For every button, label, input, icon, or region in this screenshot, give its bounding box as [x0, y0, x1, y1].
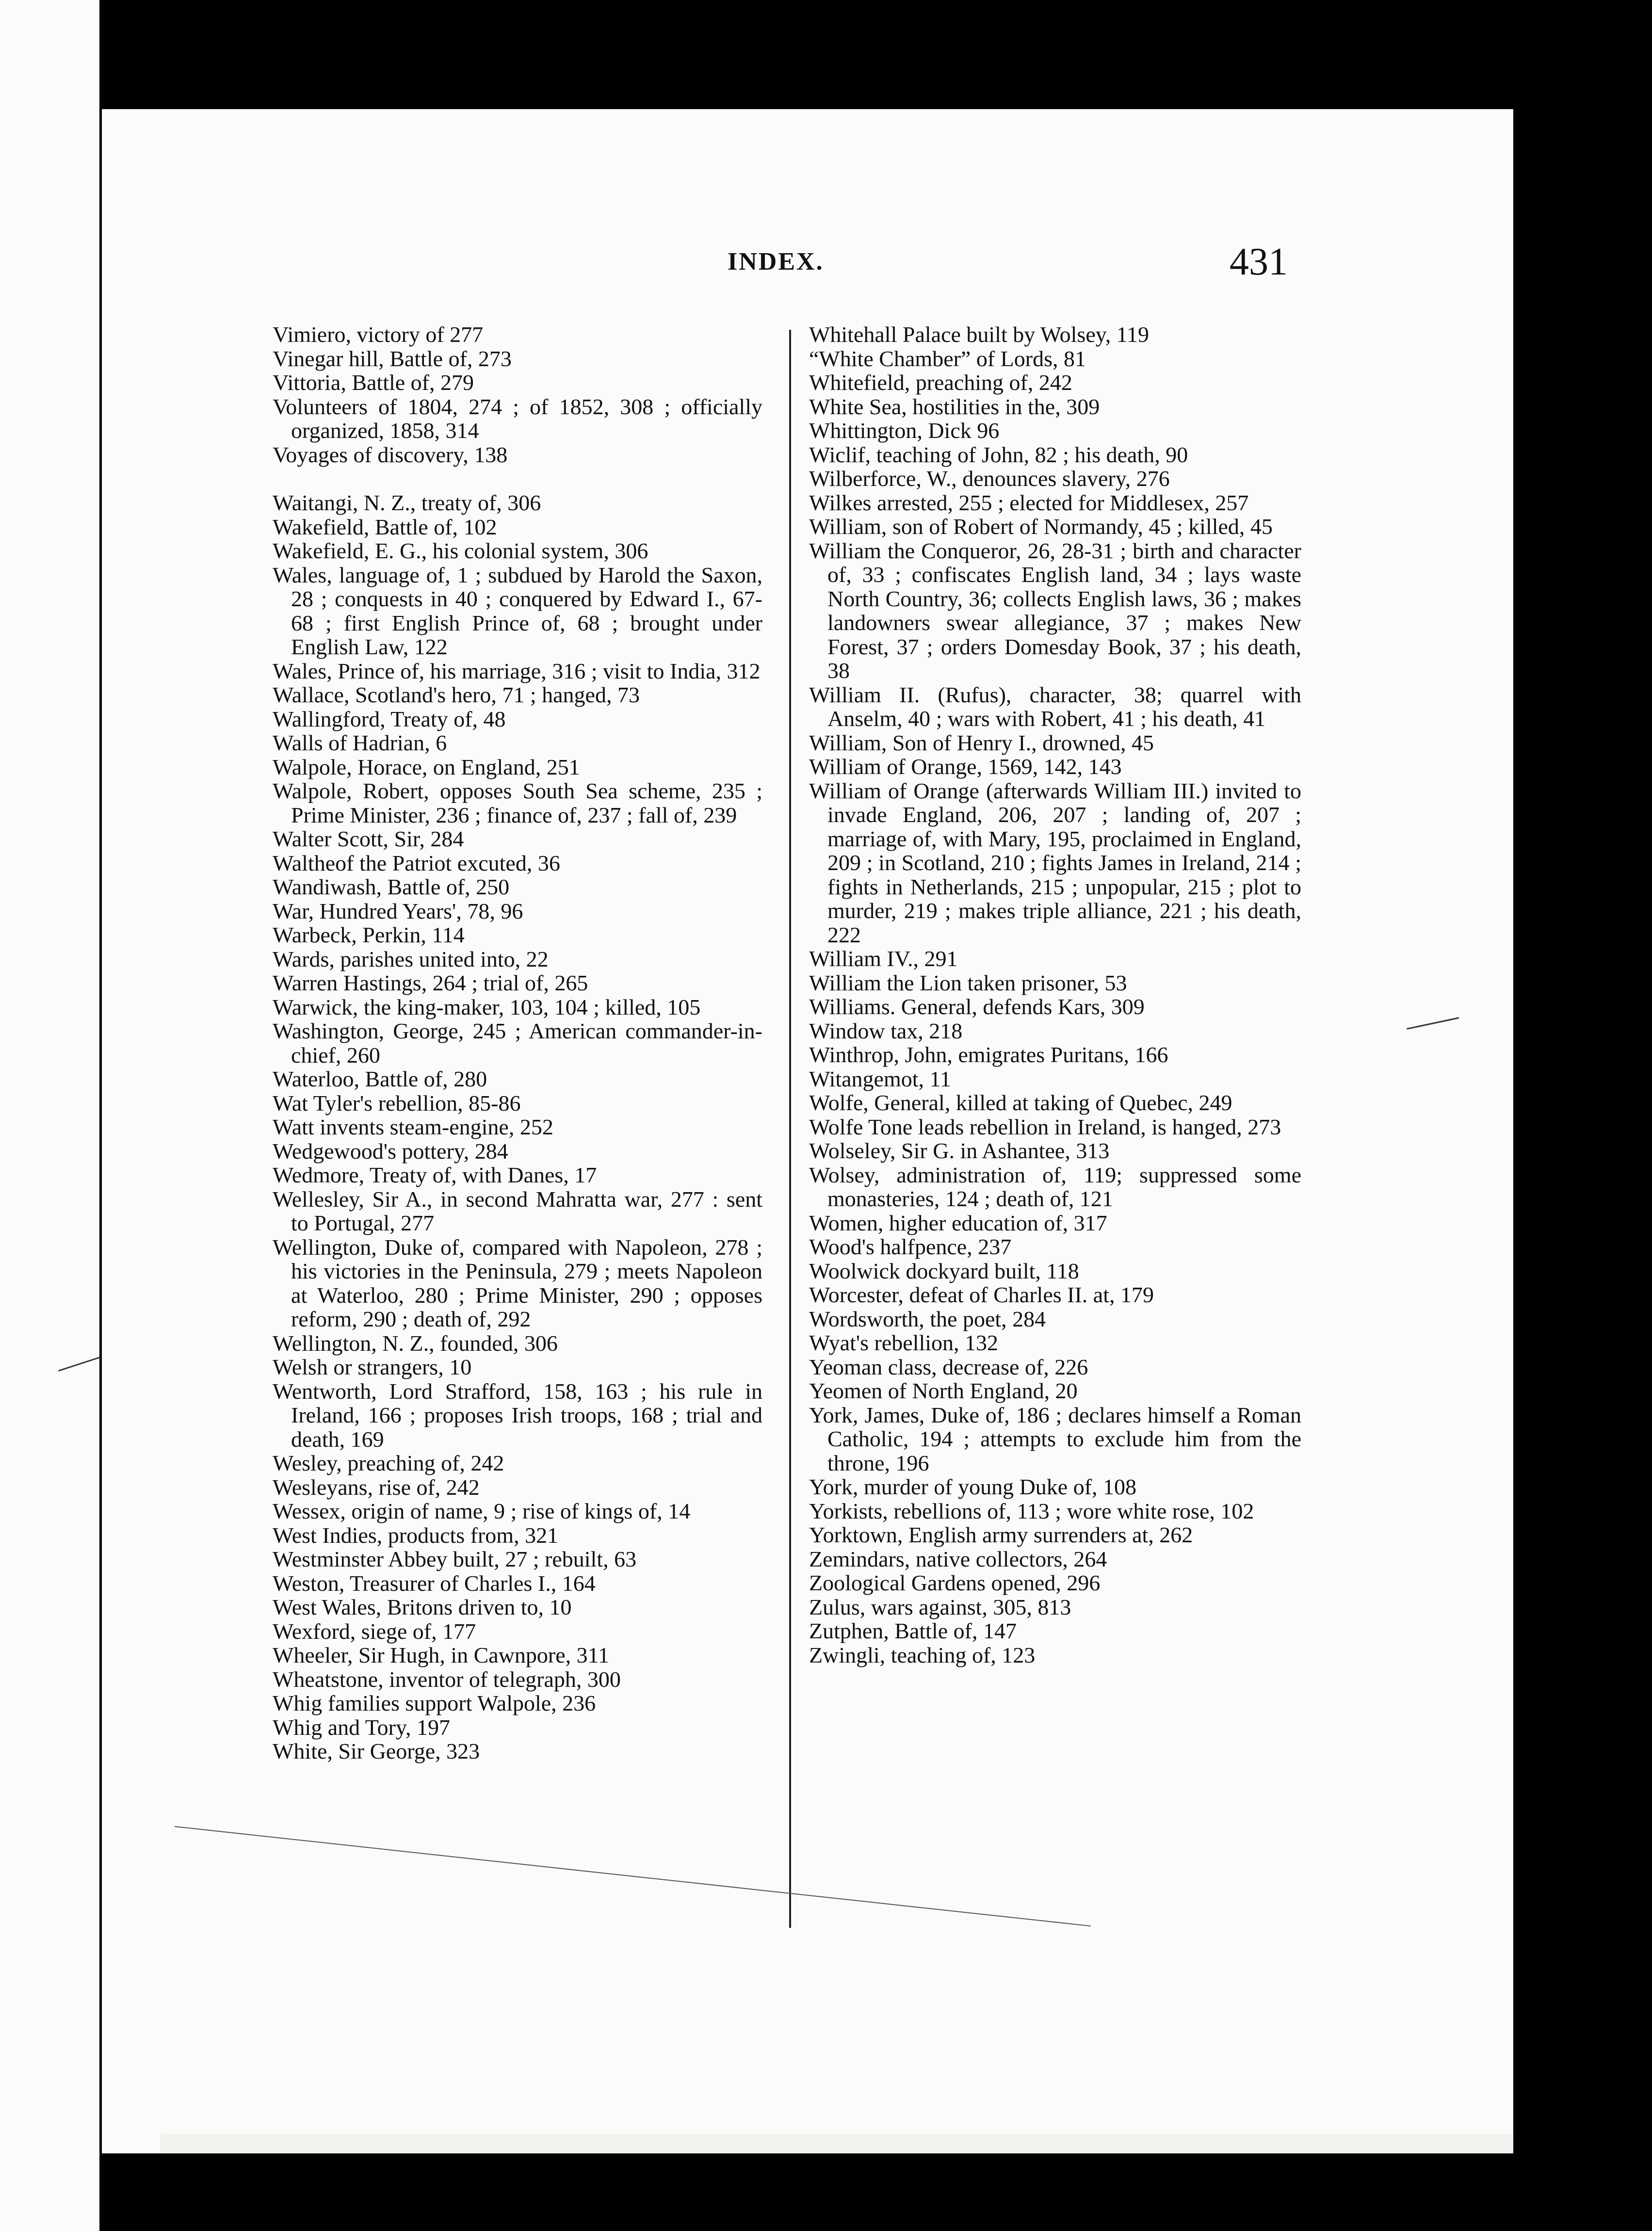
index-entry: Watt invents steam-engine, 252: [273, 1115, 553, 1139]
index-entry: Wolsey, administration of, 119; suppressed some monasteries, 124 ; death of, 121: [809, 1162, 1301, 1211]
index-entry: Westminster Abbey built, 27 ; rebuilt, 63: [273, 1547, 637, 1571]
index-entry: Wakefield, E. G., his colonial system, 306: [273, 538, 648, 563]
index-entry: Wilberforce, W., denounces slavery, 276: [809, 466, 1170, 491]
index-entry: Vittoria, Battle of, 279: [273, 370, 474, 395]
index-entry: Zulus, wars against, 305, 813: [809, 1594, 1071, 1619]
index-entry: Waltheof the Patriot excuted, 36: [273, 850, 560, 875]
index-entry: Wheeler, Sir Hugh, in Cawnpore, 311: [273, 1643, 609, 1667]
index-entry: William the Lion taken prisoner, 53: [809, 970, 1127, 995]
index-entry: War, Hundred Years', 78, 96: [273, 898, 523, 923]
page-bottom-edge: [160, 2134, 1513, 2153]
index-entry: Walpole, Robert, opposes South Sea scheme, 235 ; Prime Minister, 236 ; finance of, 237 ; fall of, 239: [273, 778, 762, 827]
index-entry: Weston, Treasurer of Charles I., 164: [273, 1570, 596, 1596]
index-entry: William, son of Robert of Normandy, 45 ; killed, 45: [809, 514, 1273, 539]
index-entry: Warwick, the king-maker, 103, 104 ; killed, 105: [273, 994, 701, 1019]
index-entry: William of Orange (afterwards William III.) invited to invade England, 206, 207 ; landing of, 207 ; marriage of, with Mary, 195, proclaimed in England, 209 ; in Scotland, 210 ; fights James in Ireland, 214 ; fights in Netherlands, 215 ; unpopular, 215 ; plot to murder, 219 ; makes triple alliance, 221 ; his death, 222: [809, 778, 1301, 947]
index-entry: Women, higher education of, 317: [809, 1210, 1107, 1235]
index-entry: Vimiero, victory of 277: [273, 322, 484, 347]
index-entry: William, Son of Henry I., drowned, 45: [809, 730, 1154, 755]
index-entry: West Indies, products from, 321: [273, 1522, 559, 1548]
index-entry: Yorkists, rebellions of, 113 ; wore white rose, 102: [809, 1498, 1254, 1523]
index-entry: Warren Hastings, 264 ; trial of, 265: [273, 970, 588, 995]
index-entry: York, James, Duke of, 186 ; declares himself a Roman Catholic, 194 ; attempts to exclude him from the throne, 196: [809, 1402, 1301, 1475]
index-entry: Wellesley, Sir A., in second Mahratta war, 277 : sent to Portugal, 277: [273, 1186, 762, 1235]
index-entry: Washington, George, 245 ; American commander-in-chief, 260: [273, 1018, 762, 1067]
index-entry: Yeomen of North England, 20: [809, 1378, 1078, 1403]
index-entry: Wheatstone, inventor of telegraph, 300: [273, 1666, 621, 1692]
index-entry: Winthrop, John, emigrates Puritans, 166: [809, 1042, 1168, 1067]
index-entry: Zoological Gardens opened, 296: [809, 1570, 1101, 1595]
index-entry: Wales, language of, 1 ; subdued by Harold the Saxon, 28 ; conquests in 40 ; conquered by Edward I., 67-68 ; first English Prince of, 68 ; brought under English Law, 122: [273, 562, 762, 659]
index-entry: Wyat's rebellion, 132: [809, 1330, 999, 1355]
index-entry: Waterloo, Battle of, 280: [273, 1067, 487, 1091]
index-entry: White, Sir George, 323: [273, 1739, 480, 1763]
index-entry: Wards, parishes united into, 22: [273, 946, 549, 971]
running-title: INDEX.: [728, 248, 824, 275]
index-entry: Wallace, Scotland's hero, 71 ; hanged, 73: [273, 682, 640, 707]
index-entry: Wesley, preaching of, 242: [273, 1451, 504, 1475]
column-divider: [789, 330, 791, 1928]
index-entry: York, murder of young Duke of, 108: [809, 1474, 1137, 1499]
index-entry: Whitehall Palace built by Wolsey, 119: [809, 322, 1150, 347]
index-entry: Wales, Prince of, his marriage, 316 ; visit to India, 312: [273, 658, 761, 683]
index-entry: Wilkes arrested, 255 ; elected for Middlesex, 257: [809, 490, 1249, 515]
index-entry: Wedmore, Treaty of, with Danes, 17: [273, 1163, 597, 1187]
page-left-edge: [0, 0, 99, 2231]
index-entry: Wexford, siege of, 177: [273, 1618, 476, 1644]
index-entry: Vinegar hill, Battle of, 273: [273, 346, 512, 371]
index-entry: Wallingford, Treaty of, 48: [273, 706, 506, 731]
index-entry: Wolfe, General, killed at taking of Quebec, 249: [809, 1090, 1232, 1115]
index-entry: Wat Tyler's rebellion, 85-86: [273, 1090, 521, 1116]
index-entry: Yorktown, English army surrenders at, 262: [809, 1522, 1193, 1547]
index-entry: Walls of Hadrian, 6: [273, 730, 447, 755]
index-entry: Wentworth, Lord Strafford, 158, 163 ; his rule in Ireland, 166 ; proposes Irish troops, 168 ; trial and death, 169: [273, 1378, 762, 1452]
index-entry: Volunteers of 1804, 274 ; of 1852, 308 ; officially organized, 1858, 314: [273, 394, 762, 443]
index-entry: Wolseley, Sir G. in Ashantee, 313: [809, 1138, 1110, 1163]
index-column-right: [809, 323, 1301, 1667]
index-entry: Whitefield, preaching of, 242: [809, 370, 1072, 395]
index-entry: Wandiwash, Battle of, 250: [273, 874, 510, 899]
index-entry: Wessex, origin of name, 9 ; rise of kings of, 14: [273, 1499, 691, 1523]
index-entry: Wiclif, teaching of John, 82 ; his death, 90: [809, 442, 1188, 467]
index-entry: Zemindars, native collectors, 264: [809, 1546, 1107, 1571]
index-entry: Wellington, Duke of, compared with Napoleon, 278 ; his victories in the Peninsula, 279 ; meets Napoleon at Waterloo, 280 ; Prime Minister, 290 ; opposes reform, 290 ; death of, 292: [273, 1234, 762, 1331]
index-entry: Walter Scott, Sir, 284: [273, 826, 464, 851]
index-entry: Wesleyans, rise of, 242: [273, 1474, 480, 1500]
index-entry: Welsh or strangers, 10: [273, 1355, 472, 1379]
index-entry: Window tax, 218: [809, 1018, 963, 1043]
index-entry: Witangemot, 11: [809, 1066, 951, 1091]
index-entry: Yeoman class, decrease of, 226: [809, 1354, 1088, 1379]
index-entry: Zutphen, Battle of, 147: [809, 1618, 1017, 1643]
index-entry: Whig families support Walpole, 236: [273, 1691, 596, 1715]
index-entry: Wedgewood's pottery, 284: [273, 1138, 508, 1164]
index-entry: William II. (Rufus), character, 38; quarrel with Anselm, 40 ; wars with Robert, 41 ; his death, 41: [809, 682, 1301, 731]
index-entry: Woolwick dockyard built, 118: [809, 1258, 1079, 1283]
index-entry: “White Chamber” of Lords, 81: [809, 346, 1086, 371]
index-entry: Whittington, Dick 96: [809, 418, 1000, 443]
index-entry: Warbeck, Perkin, 114: [273, 922, 465, 947]
page-number: 431: [1230, 241, 1288, 283]
index-entry: William the Conqueror, 26, 28-31 ; birth and character of, 33 ; confiscates English land, 34 ; lays waste North Country, 36; collects English laws, 36 ; makes landowners swear allegiance, 37 ; makes New Forest, 37 ; orders Domesday Book, 37 ; his death, 38: [809, 538, 1301, 683]
index-entry: Waitangi, N. Z., treaty of, 306: [273, 490, 541, 515]
index-entry: Wolfe Tone leads rebellion in Ireland, is hanged, 273: [809, 1114, 1281, 1139]
index-entry: West Wales, Britons driven to, 10: [273, 1595, 572, 1619]
index-entry: Wakefield, Battle of, 102: [273, 514, 497, 539]
index-entry: William IV., 291: [809, 946, 958, 971]
index-entry: Williams. General, defends Kars, 309: [809, 994, 1145, 1019]
index-entry: Worcester, defeat of Charles II. at, 179: [809, 1282, 1154, 1307]
index-entry: Whig and Tory, 197: [273, 1714, 451, 1740]
index-entry: Voyages of discovery, 138: [273, 442, 508, 467]
index-entry: Walpole, Horace, on England, 251: [273, 754, 580, 779]
index-entry: Wood's halfpence, 237: [809, 1234, 1012, 1259]
index-entry: Wordsworth, the poet, 284: [809, 1306, 1046, 1331]
index-column-left: [273, 323, 762, 1763]
index-entry: White Sea, hostilities in the, 309: [809, 394, 1100, 419]
index-entry: William of Orange, 1569, 142, 143: [809, 754, 1122, 779]
index-entry: Zwingli, teaching of, 123: [809, 1642, 1036, 1667]
index-entry: Wellington, N. Z., founded, 306: [273, 1330, 558, 1356]
